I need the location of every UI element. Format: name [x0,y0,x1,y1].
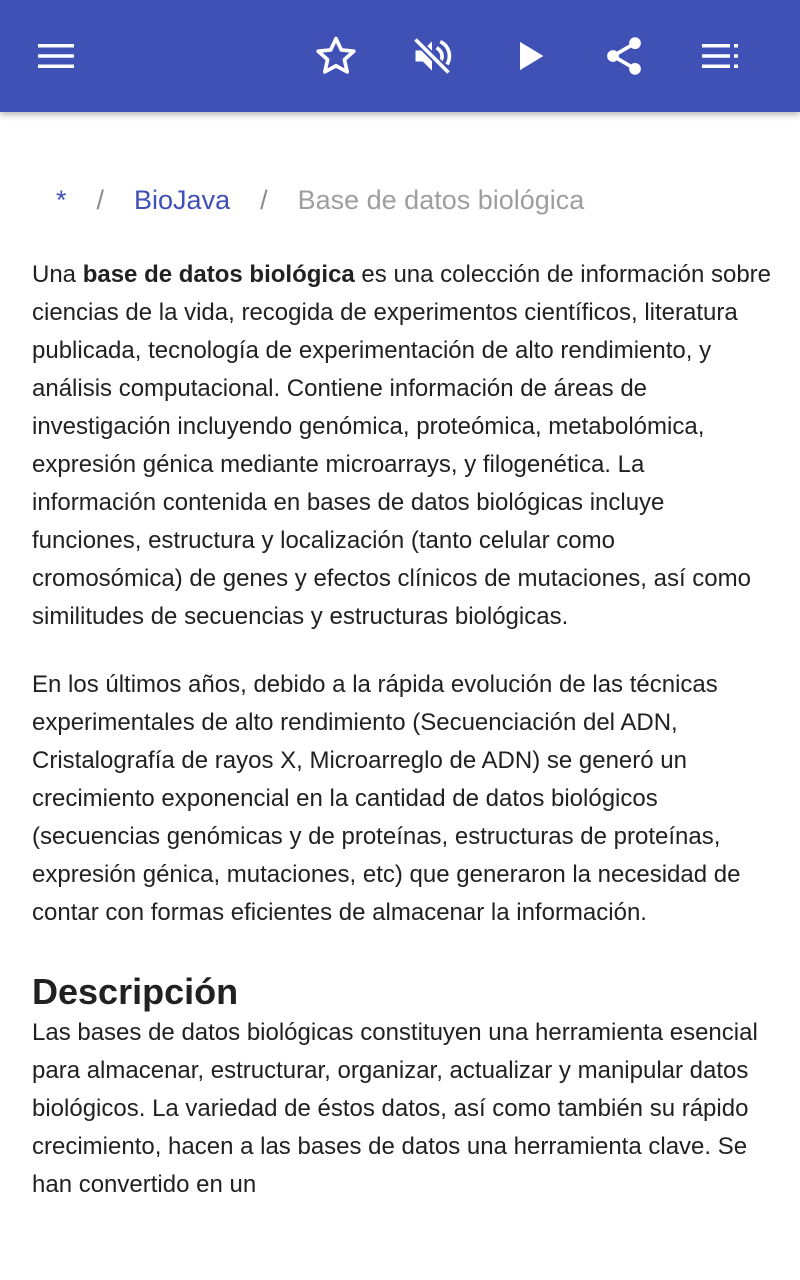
share-icon [602,34,646,78]
intro-paragraph [32,256,772,636]
intro-text-rest: es una colección de información sobre ciencias de la vida, recogida de experimentos científicos, literatura publicada, tecnología de experimentación de alto rendimiento, y análisis computacional. Contiene información de áreas de investigación incluyendo genómica, proteómica, metabolómica, expresión génica mediante microarrays, y filogenética. La información contenida en bases de datos biológicas incluye funciones, estructura y localización (tanto celular como cromosómica) de genes y efectos clínicos de mutaciones, así como similitudes de secuencias y estructuras biológicas. [32,261,772,630]
app-toolbar [0,0,800,112]
menu-button[interactable] [16,16,96,96]
star-outline-icon [314,34,358,78]
share-button[interactable] [584,16,664,96]
table-of-contents-icon [700,41,740,71]
intro-bold-term: base de datos biológica [82,261,355,288]
second-paragraph: En los últimos años, debido a la rápida evolución de las técnicas experimentales de alto rendimiento (Secuenciación del ADN, Cristalografía de rayos X, Microarreglo de ADN) se generó un crecimiento exponencial en la cantidad de datos biológicos (secuencias genómicas y de proteínas, estructuras de proteínas, expresión génica, mutaciones, etc) que generaron la necesidad de contar con formas eficientes de almacenar la información. [32,671,741,926]
volume-off-icon [410,34,454,78]
article-body [32,256,772,1204]
breadcrumb [56,180,584,220]
play-button[interactable] [490,16,570,96]
mute-button[interactable] [392,16,472,96]
breadcrumb-current-page: Base de datos biológica [297,184,585,215]
section-heading-descripcion: Descripción [32,971,239,1012]
bookmark-button[interactable] [296,16,376,96]
intro-text-start: Una [32,261,83,288]
article-content [0,112,800,1280]
description-paragraph: Las bases de datos biológicas constituyen una herramienta esencial para almacenar, estructurar, organizar, actualizar y manipular datos biológicos. La variedad de éstos datos, así como también su rápido crecimiento, hacen a las bases de datos una herramienta clave. Se han convertido en un [32,1019,758,1198]
hamburger-menu-icon [36,41,76,71]
table-of-contents-button[interactable] [680,16,760,96]
breadcrumb-separator: / [96,184,105,215]
play-icon [510,36,550,76]
breadcrumb-separator: / [260,184,268,215]
breadcrumb-parent-link[interactable]: BioJava [134,184,231,215]
breadcrumb-home-link[interactable]: * [56,184,67,215]
